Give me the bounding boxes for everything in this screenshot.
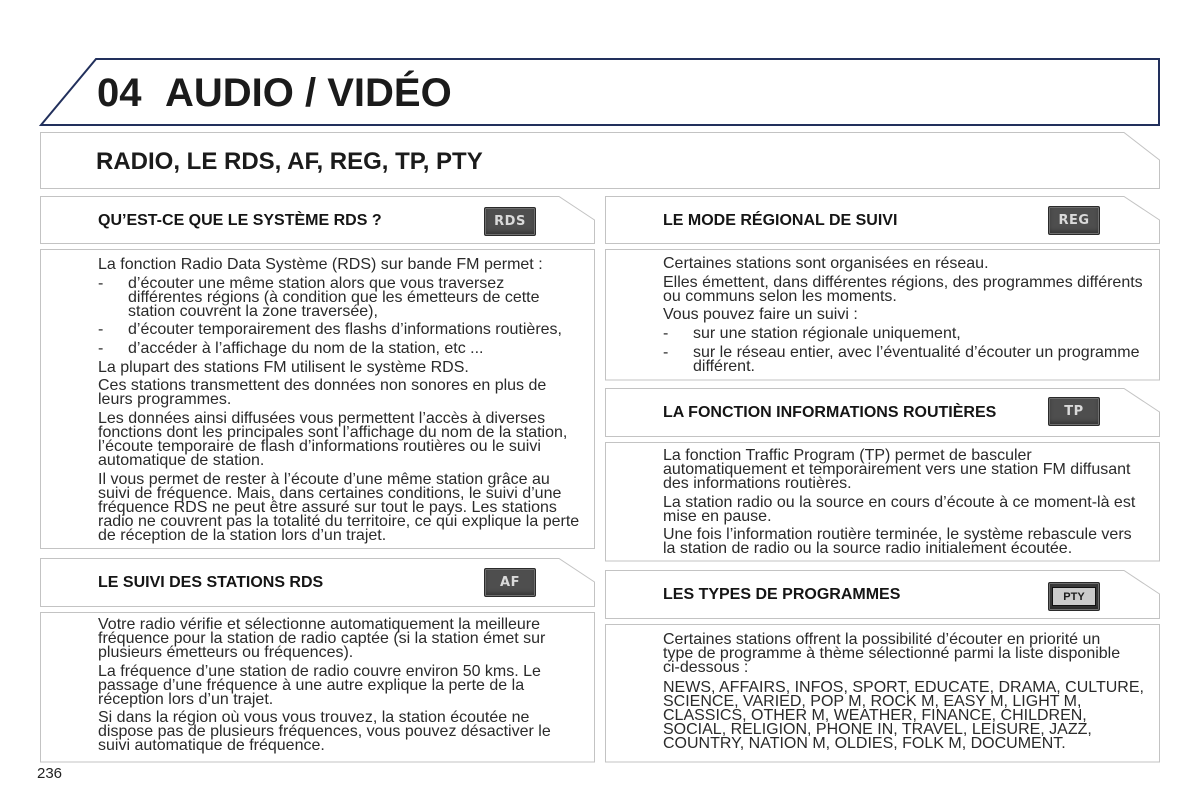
list-item-text: sur une station régionale uniquement, <box>693 325 961 343</box>
tp-badge-icon <box>1048 397 1100 426</box>
paragraph: La fonction Traffic Program (TP) permet de basculer automatiquement et temporairement vers une station FM diffusant des informations routières. <box>663 447 1131 492</box>
section-title: LA FONCTION INFORMATIONS ROUTIÈRES <box>663 404 997 421</box>
section-body <box>98 258 579 543</box>
page-number: 236 <box>37 765 63 782</box>
section-title: LES TYPES DE PROGRAMMES <box>663 586 901 603</box>
section-rds <box>40 196 595 549</box>
list-item <box>98 323 579 337</box>
list-item-text: sur le réseau entier, avec l’éventualité d’écouter un programme différent. <box>693 343 1140 375</box>
paragraph: Certaines stations offrent la possibilité d’écouter en priorité un type de programme à thème sélectionné parmi la liste disponible ci-dessous : <box>663 631 1121 676</box>
badge-label: RDS <box>494 213 526 229</box>
list-item-text: d’accéder à l’affichage du nom de la station, etc ... <box>128 340 484 358</box>
reg-badge-icon <box>1048 206 1100 235</box>
badge-label: TP <box>1064 403 1084 419</box>
paragraph: Ces stations transmettent des données non sonores en plus de leurs programmes. <box>98 377 547 409</box>
section-tp <box>605 388 1160 561</box>
list-item <box>98 274 579 320</box>
paragraph: Une fois l’information routière terminée, le système rebascule vers la station de radio ou la source radio initialement écoutée. <box>663 526 1132 558</box>
list-marker: - <box>663 343 669 361</box>
list-marker: - <box>98 340 104 358</box>
paragraph: Vous pouvez faire un suivi : <box>663 306 858 324</box>
list-item <box>663 343 1143 375</box>
section-pty <box>605 570 1160 762</box>
list-item <box>663 327 1143 341</box>
paragraph: Certaines stations sont organisées en réseau. <box>663 255 989 272</box>
section-af <box>40 558 595 762</box>
list-marker: - <box>98 274 104 292</box>
paragraph: Elles émettent, dans différentes régions, des programmes différents ou communs selon les moments. <box>663 273 1143 305</box>
section-body <box>663 633 1144 751</box>
badge-label: REG <box>1058 212 1090 228</box>
list-marker: - <box>98 321 104 339</box>
paragraph: La plupart des stations FM utilisent le système RDS. <box>98 358 469 376</box>
section-title: QU’EST-CE QUE LE SYSTÈME RDS ? <box>98 212 382 229</box>
af-badge-icon <box>484 568 536 597</box>
list-marker: - <box>663 325 669 343</box>
paragraph: La fréquence d’une station de radio couvre environ 50 kms. Le passage d’une fréquence à une autre explique la perte de la réception lors d’un trajet. <box>98 662 541 708</box>
paragraph: Il vous permet de rester à l’écoute d’une même station grâce au suivi de fréquence. Mais, dans certaines conditions, le suivi d’une fréquence RDS ne peut être assuré sur tout le pays. Les stations radio ne couvrent pas la totalité du territoire, ce qui explique la perte de réception de la station lors d’un trajet. <box>98 470 580 544</box>
section-title: LE MODE RÉGIONAL DE SUIVI <box>663 212 898 229</box>
section-title: LE SUIVI DES STATIONS RDS <box>98 574 324 591</box>
paragraph: Si dans la région où vous vous trouvez, la station écoutée ne dispose pas de plusieurs fréquences, vous pouvez désactiver le suivi automatique de fréquence. <box>98 709 551 755</box>
pty-badge-icon <box>1048 582 1100 611</box>
section-body <box>663 257 1143 374</box>
program-types-list: NEWS, AFFAIRS, INFOS, SPORT, EDUCATE, DRAMA, CULTURE, SCIENCE, VARIED, POP M, ROCK M, EASY M, LIGHT M, CLASSICS, OTHER M, WEATHER, FINANCE, CHILDREN, SOCIAL, RELIGION, PHONE IN, TRAVEL, LEISURE, JAZZ, COUNTRY, NATION M, OLDIES, FOLK M, DOCUMENT. <box>663 679 1144 752</box>
page-subtitle: RADIO, LE RDS, AF, REG, TP, PTY <box>96 148 483 175</box>
chapter-number: 04 <box>97 71 142 115</box>
chapter-title: AUDIO / VIDÉO <box>165 71 452 115</box>
paragraph: La fonction Radio Data Système (RDS) sur bande FM permet : <box>98 256 543 273</box>
paragraph: Votre radio vérifie et sélectionne automatiquement la meilleure fréquence pour la station de radio captée (si la station émet sur plusieurs émetteurs ou fréquences). <box>98 616 546 661</box>
list-item-text: d’écouter temporairement des flashs d’informations routières, <box>128 321 562 339</box>
section-body <box>98 618 551 753</box>
list-item-text: d’écouter une même station alors que vous traversez différentes régions (à condition que les émetteurs de cette station couvrent la zone traversée), <box>128 274 540 320</box>
paragraph: Les données ainsi diffusées vous permettent l’accès à diverses fonctions dont les principales sont l’affichage du nom de la station, l’écoute temporaire de flash d’informations routières ou le suivi automatique de station. <box>98 410 568 470</box>
badge-label: AF <box>500 574 520 590</box>
paragraph: La station radio ou la source en cours d’écoute à ce moment-là est mise en pause. <box>663 493 1136 525</box>
list-item <box>98 342 579 356</box>
rds-badge-icon <box>484 207 536 236</box>
badge-label: PTY <box>1052 587 1096 606</box>
section-reg <box>605 196 1160 380</box>
section-body <box>663 449 1135 556</box>
